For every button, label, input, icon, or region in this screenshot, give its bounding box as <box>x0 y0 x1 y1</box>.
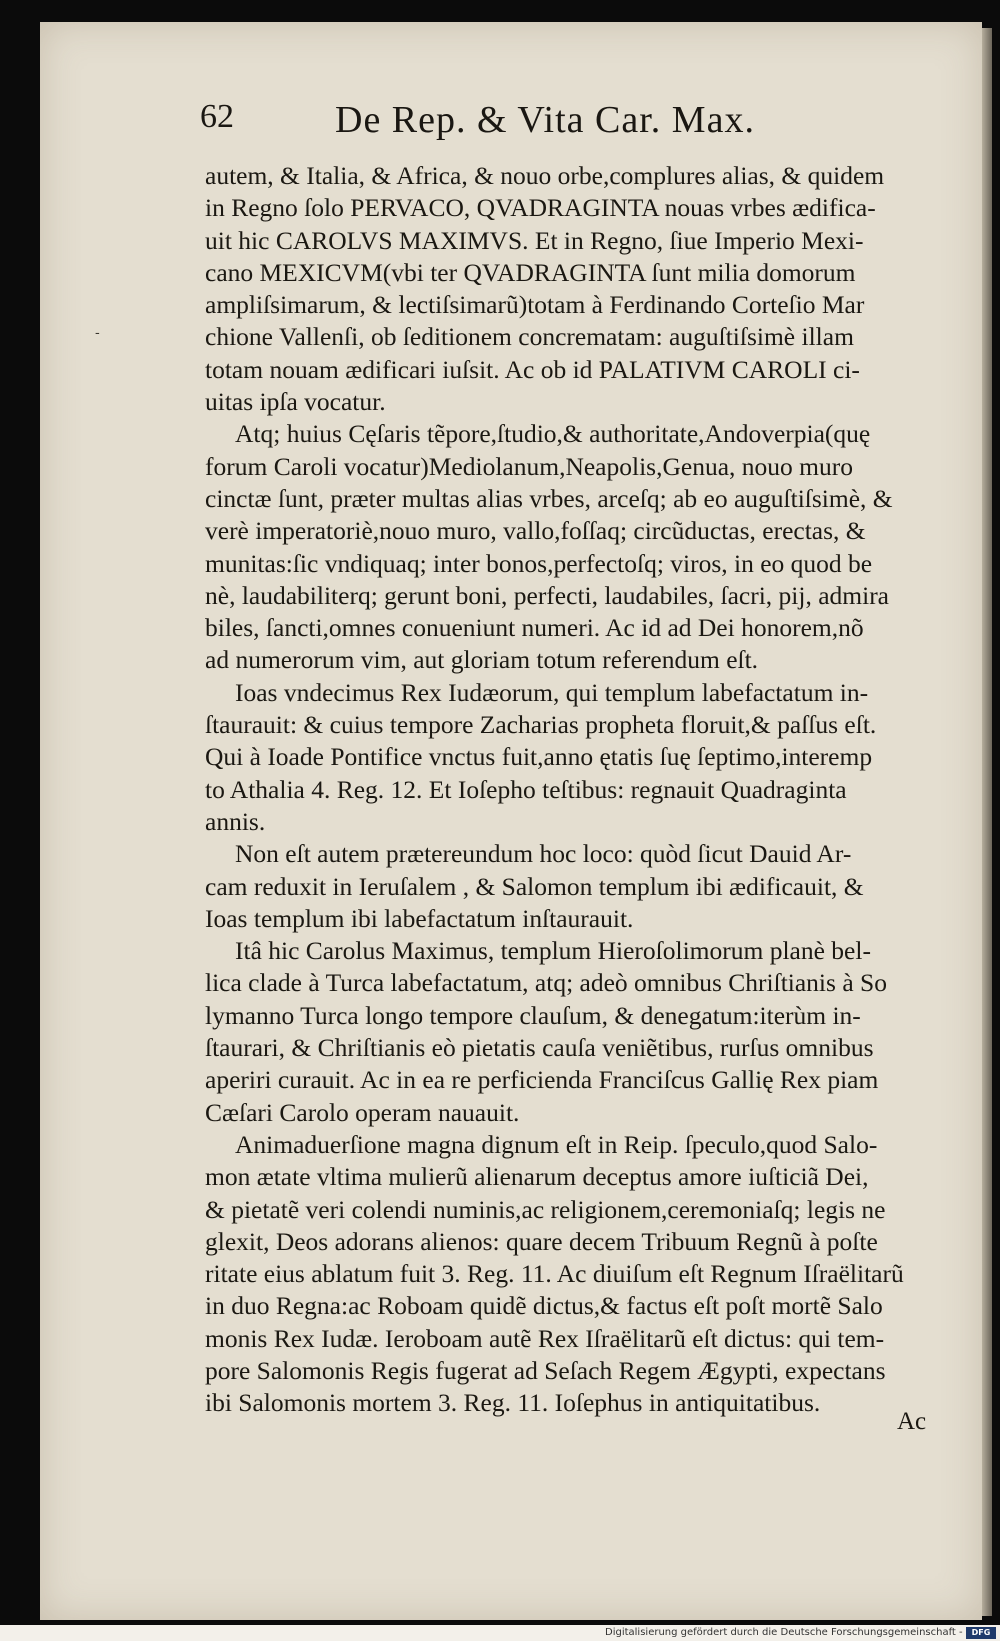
text-line: glexit, Deos adorans alienos: quare decem Tribuum Regnũ à poſte <box>205 1226 878 1256</box>
text-line: Ioas vndecimus Rex Iudæorum, qui templum labefactatum in- <box>235 677 869 707</box>
catchword: Ac <box>897 1408 927 1435</box>
text-line: cinctæ ſunt, præter multas alias vrbes, arceſq; ab eo auguſtiſsimè, & <box>205 483 893 513</box>
text-line: in Regno ſolo PERVACO, QVADRAGINTA nouas vrbes ædifica- <box>205 193 876 223</box>
page-number: 62 <box>200 98 234 135</box>
text-line: Atq; huius Cęſaris tẽpore,ſtudio,& authoritate,Andoverpia(quę <box>235 419 871 449</box>
text-line: lica clade à Turca labefactatum, atq; adeò omnibus Chriſtianis à So <box>205 968 887 998</box>
text-line: chione Vallenſi, ob ſeditionem concrematam: auguſtiſsimè illam <box>205 322 854 352</box>
text-line: ſtaurauit: & cuius tempore Zacharias propheta floruit,& paſſus eſt. <box>205 710 877 740</box>
text-line: ritate eius ablatum fuit 3. Reg. 11. Ac diuiſum eſt Regnum Iſraëlitarũ <box>205 1259 904 1289</box>
text-line: ſtaurari, & Chriſtianis eò pietatis cauſa veniẽtibus, rurſus omnibus <box>205 1033 874 1063</box>
text-line: totam nouam ædificari iuſsit. Ac ob id PALATIVM CAROLI ci- <box>205 354 860 384</box>
text-line: cano MEXICVM(vbi ter QVADRAGINTA ſunt milia domorum <box>205 257 856 287</box>
text-line: ad numerorum vim, aut gloriam totum referendum eſt. <box>205 645 759 675</box>
text-line: Animaduerſione magna dignum eſt in Reip. ſpeculo,quod Salo- <box>235 1129 878 1159</box>
text-line: Itâ hic Carolus Maximus, templum Hieroſolimorum planè bel- <box>235 936 871 966</box>
text-line: cam reduxit in Ieruſalem , & Salomon templum ibi ædificauit, & <box>205 871 864 901</box>
page-header <box>200 98 920 148</box>
text-line: uit hic CAROLVS MAXIMVS. Et in Regno, ſiue Imperio Mexi- <box>205 225 864 255</box>
text-line: to Athalia 4. Reg. 12. Et Ioſepho teſtibus: regnauit Quadraginta <box>205 774 847 804</box>
text-line: Ioas templum ibi labefactatum inſtaurauit. <box>205 903 634 933</box>
text-line: forum Caroli vocatur)Mediolanum,Neapolis,Genua, nouo muro <box>205 451 853 481</box>
margin-mark: - <box>95 325 100 341</box>
text-line: annis. <box>205 806 266 836</box>
text-line: ibi Salomonis mortem 3. Reg. 11. Ioſephus in antiquitatibus. <box>205 1388 821 1418</box>
text-line: uitas ipſa vocatur. <box>205 387 386 417</box>
text-line: Cæſari Carolo operam nauauit. <box>205 1097 520 1127</box>
text-line: Non eſt autem prætereundum hoc loco: quòd ſicut Dauid Ar- <box>235 839 852 869</box>
running-title: De Rep. & Vita Car. Max. <box>335 99 755 141</box>
text-line: & pietatẽ veri colendi numinis,ac religionem,ceremoniaſq; legis ne <box>205 1194 886 1224</box>
text-line: monis Rex Iudæ. Ieroboam autẽ Rex Iſraëlitarũ eſt dictus: qui tem- <box>205 1323 885 1353</box>
text-line: biles, ſancti,omnes conueniunt numeri. Ac id ad Dei honorem,nõ <box>205 613 864 643</box>
text-line: mon ætate vltima mulierũ alienarum deceptus amore iuſticiã Dei, <box>205 1162 869 1192</box>
text-line: ampliſsimarum, & lectiſsimarũ)totam à Ferdinando Corteſio Mar <box>205 290 865 320</box>
text-line: munitas:ſic vndiquaq; inter bonos,perfectoſq; viros, in eo quod be <box>205 548 873 578</box>
page-edge <box>982 28 992 1616</box>
text-line: verè imperatoriè,nouo muro, vallo,foſſaq; circũductas, erectas, & <box>205 516 866 546</box>
body-text <box>205 160 935 1420</box>
text-line: lymanno Turca longo tempore clauſum, & denegatum:iterùm in- <box>205 1000 861 1030</box>
text-line: in duo Regna:ac Roboam quidẽ dictus,& factus eſt poſt mortẽ Salo <box>205 1291 883 1321</box>
dfg-logo: DFG <box>966 1627 996 1639</box>
text-line: pore Salomonis Regis fugerat ad Seſach Regem Ægypti, expectans <box>205 1355 886 1385</box>
text-line: aperiri curauit. Ac in ea re perficienda Franciſcus Gallię Rex piam <box>205 1065 879 1095</box>
text-line: autem, & Italia, & Africa, & nouo orbe,complures alias, & quidem <box>205 161 885 190</box>
footer-credit: Digitalisierung gefördert durch die Deutsche Forschungsgemeinschaft - <box>605 1627 963 1638</box>
text-line: nè, laudabiliterq; gerunt boni, perfecti, laudabiles, ſacri, pij, admira <box>205 580 890 610</box>
text-line: Qui à Ioade Pontifice vnctus fuit,anno ętatis ſuę ſeptimo,interemp <box>205 742 873 772</box>
